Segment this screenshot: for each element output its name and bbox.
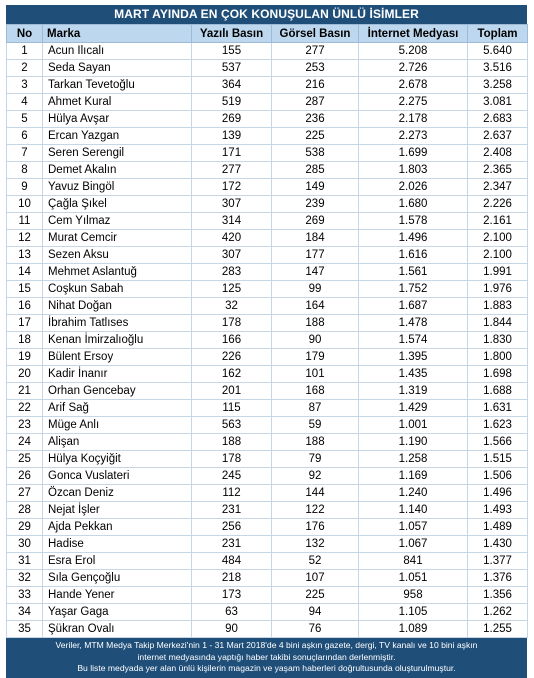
internet-medyasi-value: 1.089 [359, 621, 468, 638]
footer-line: Bu liste medyada yer alan ünlü kişilerin magazin ve yaşam haberleri doğrultusunda oluşturulmuştur. [77, 663, 456, 673]
row-number: 27 [7, 485, 43, 502]
toplam-value: 1.356 [468, 587, 528, 604]
yazili-basin-value: 115 [192, 400, 272, 417]
toplam-value: 2.365 [468, 162, 528, 179]
gorsel-basin-value: 52 [272, 553, 359, 570]
row-number: 18 [7, 332, 43, 349]
gorsel-basin-value: 90 [272, 332, 359, 349]
column-header-yazili-basin: Yazılı Basın [192, 25, 272, 43]
table-row [7, 519, 528, 536]
header-row [7, 25, 528, 43]
yazili-basin-value: 125 [192, 281, 272, 298]
toplam-value: 1.688 [468, 383, 528, 400]
gorsel-basin-value: 225 [272, 128, 359, 145]
yazili-basin-value: 172 [192, 179, 272, 196]
table-row [7, 43, 528, 60]
celebrity-name: Ajda Pekkan [43, 519, 192, 536]
gorsel-basin-value: 188 [272, 315, 359, 332]
toplam-value: 1.255 [468, 621, 528, 638]
celebrity-name: Coşkun Sabah [43, 281, 192, 298]
gorsel-basin-value: 132 [272, 536, 359, 553]
gorsel-basin-value: 277 [272, 43, 359, 60]
celebrity-name: Yaşar Gaga [43, 604, 192, 621]
row-number: 23 [7, 417, 43, 434]
internet-medyasi-value: 1.057 [359, 519, 468, 536]
gorsel-basin-value: 59 [272, 417, 359, 434]
gorsel-basin-value: 184 [272, 230, 359, 247]
toplam-value: 2.226 [468, 196, 528, 213]
row-number: 26 [7, 468, 43, 485]
row-number: 9 [7, 179, 43, 196]
celebrity-name: Arif Sağ [43, 400, 192, 417]
table-row [7, 536, 528, 553]
gorsel-basin-value: 239 [272, 196, 359, 213]
table-row [7, 179, 528, 196]
row-number: 21 [7, 383, 43, 400]
toplam-value: 1.493 [468, 502, 528, 519]
row-number: 12 [7, 230, 43, 247]
row-number: 28 [7, 502, 43, 519]
table-row [7, 162, 528, 179]
column-header-gorsel-basin: Görsel Basın [272, 25, 359, 43]
gorsel-basin-value: 147 [272, 264, 359, 281]
table-row [7, 264, 528, 281]
toplam-value: 1.506 [468, 468, 528, 485]
yazili-basin-value: 166 [192, 332, 272, 349]
internet-medyasi-value: 1.140 [359, 502, 468, 519]
row-number: 35 [7, 621, 43, 638]
celebrity-name: Alişan [43, 434, 192, 451]
internet-medyasi-value: 1.680 [359, 196, 468, 213]
yazili-basin-value: 307 [192, 247, 272, 264]
toplam-value: 2.100 [468, 247, 528, 264]
internet-medyasi-value: 2.178 [359, 111, 468, 128]
gorsel-basin-value: 285 [272, 162, 359, 179]
toplam-value: 1.623 [468, 417, 528, 434]
toplam-value: 1.430 [468, 536, 528, 553]
gorsel-basin-value: 92 [272, 468, 359, 485]
yazili-basin-value: 283 [192, 264, 272, 281]
toplam-value: 2.347 [468, 179, 528, 196]
row-number: 29 [7, 519, 43, 536]
celebrity-name: Hülya Koçyiğit [43, 451, 192, 468]
yazili-basin-value: 218 [192, 570, 272, 587]
internet-medyasi-value: 1.240 [359, 485, 468, 502]
table-row [7, 213, 528, 230]
gorsel-basin-value: 179 [272, 349, 359, 366]
internet-medyasi-value: 1.169 [359, 468, 468, 485]
table-row [7, 230, 528, 247]
yazili-basin-value: 277 [192, 162, 272, 179]
yazili-basin-value: 563 [192, 417, 272, 434]
internet-medyasi-value: 1.258 [359, 451, 468, 468]
gorsel-basin-value: 164 [272, 298, 359, 315]
ranking-table [6, 24, 528, 638]
gorsel-basin-value: 87 [272, 400, 359, 417]
internet-medyasi-value: 1.051 [359, 570, 468, 587]
internet-medyasi-value: 1.478 [359, 315, 468, 332]
column-header-no: No [7, 25, 43, 43]
yazili-basin-value: 519 [192, 94, 272, 111]
yazili-basin-value: 269 [192, 111, 272, 128]
table-row [7, 77, 528, 94]
yazili-basin-value: 90 [192, 621, 272, 638]
table-row [7, 145, 528, 162]
table-row [7, 332, 528, 349]
toplam-value: 1.991 [468, 264, 528, 281]
yazili-basin-value: 155 [192, 43, 272, 60]
yazili-basin-value: 173 [192, 587, 272, 604]
row-number: 22 [7, 400, 43, 417]
table-row [7, 247, 528, 264]
table-row [7, 485, 528, 502]
toplam-value: 3.258 [468, 77, 528, 94]
gorsel-basin-value: 177 [272, 247, 359, 264]
gorsel-basin-value: 79 [272, 451, 359, 468]
toplam-value: 2.408 [468, 145, 528, 162]
row-number: 19 [7, 349, 43, 366]
row-number: 31 [7, 553, 43, 570]
row-number: 2 [7, 60, 43, 77]
table-row [7, 417, 528, 434]
row-number: 5 [7, 111, 43, 128]
table-row [7, 366, 528, 383]
footer-line: internet medyasında yaptığı haber takibi sonuçlarından derlenmiştir. [137, 651, 396, 662]
toplam-value: 2.683 [468, 111, 528, 128]
toplam-value: 1.376 [468, 570, 528, 587]
internet-medyasi-value: 958 [359, 587, 468, 604]
toplam-value: 3.081 [468, 94, 528, 111]
gorsel-basin-value: 144 [272, 485, 359, 502]
internet-medyasi-value: 2.726 [359, 60, 468, 77]
row-number: 24 [7, 434, 43, 451]
gorsel-basin-value: 253 [272, 60, 359, 77]
celebrity-name: Müge Anlı [43, 417, 192, 434]
internet-medyasi-value: 1.578 [359, 213, 468, 230]
gorsel-basin-value: 76 [272, 621, 359, 638]
celebrity-name: Kenan İmirzalıoğlu [43, 332, 192, 349]
table-row [7, 60, 528, 77]
column-header-marka: Marka [43, 25, 192, 43]
row-number: 30 [7, 536, 43, 553]
toplam-value: 1.883 [468, 298, 528, 315]
internet-medyasi-value: 1.496 [359, 230, 468, 247]
celebrity-name: Nihat Doğan [43, 298, 192, 315]
table-row [7, 553, 528, 570]
toplam-value: 1.698 [468, 366, 528, 383]
row-number: 6 [7, 128, 43, 145]
internet-medyasi-value: 2.026 [359, 179, 468, 196]
toplam-value: 1.844 [468, 315, 528, 332]
gorsel-basin-value: 176 [272, 519, 359, 536]
celebrity-name: Hande Yener [43, 587, 192, 604]
internet-medyasi-value: 1.752 [359, 281, 468, 298]
yazili-basin-value: 231 [192, 502, 272, 519]
yazili-basin-value: 226 [192, 349, 272, 366]
yazili-basin-value: 178 [192, 451, 272, 468]
yazili-basin-value: 314 [192, 213, 272, 230]
toplam-value: 1.631 [468, 400, 528, 417]
row-number: 8 [7, 162, 43, 179]
celebrity-name: Bülent Ersoy [43, 349, 192, 366]
gorsel-basin-value: 188 [272, 434, 359, 451]
gorsel-basin-value: 287 [272, 94, 359, 111]
celebrity-name: Özcan Deniz [43, 485, 192, 502]
toplam-value: 2.637 [468, 128, 528, 145]
toplam-value: 2.161 [468, 213, 528, 230]
toplam-value: 1.496 [468, 485, 528, 502]
yazili-basin-value: 245 [192, 468, 272, 485]
celebrity-name: Hülya Avşar [43, 111, 192, 128]
row-number: 16 [7, 298, 43, 315]
internet-medyasi-value: 841 [359, 553, 468, 570]
row-number: 1 [7, 43, 43, 60]
table-row [7, 281, 528, 298]
gorsel-basin-value: 225 [272, 587, 359, 604]
celebrity-name: Ercan Yazgan [43, 128, 192, 145]
table-row [7, 400, 528, 417]
gorsel-basin-value: 107 [272, 570, 359, 587]
celebrity-name: Şükran Ovalı [43, 621, 192, 638]
yazili-basin-value: 484 [192, 553, 272, 570]
row-number: 15 [7, 281, 43, 298]
table-row [7, 349, 528, 366]
internet-medyasi-value: 2.273 [359, 128, 468, 145]
table-row [7, 315, 528, 332]
celebrity-name: Esra Erol [43, 553, 192, 570]
table-title: MART AYINDA EN ÇOK KONUŞULAN ÜNLÜ İSİMLER [6, 5, 527, 24]
celebrity-name: Kadir İnanır [43, 366, 192, 383]
table-row [7, 383, 528, 400]
internet-medyasi-value: 1.574 [359, 332, 468, 349]
row-number: 7 [7, 145, 43, 162]
yazili-basin-value: 171 [192, 145, 272, 162]
celebrity-name: Mehmet Aslantuğ [43, 264, 192, 281]
toplam-value: 1.489 [468, 519, 528, 536]
gorsel-basin-value: 538 [272, 145, 359, 162]
gorsel-basin-value: 168 [272, 383, 359, 400]
celebrity-name: Murat Cemcir [43, 230, 192, 247]
internet-medyasi-value: 1.395 [359, 349, 468, 366]
row-number: 32 [7, 570, 43, 587]
toplam-value: 1.377 [468, 553, 528, 570]
row-number: 34 [7, 604, 43, 621]
internet-medyasi-value: 1.561 [359, 264, 468, 281]
toplam-value: 1.566 [468, 434, 528, 451]
row-number: 3 [7, 77, 43, 94]
celebrity-name: Sıla Gençoğlu [43, 570, 192, 587]
gorsel-basin-value: 94 [272, 604, 359, 621]
row-number: 11 [7, 213, 43, 230]
internet-medyasi-value: 1.803 [359, 162, 468, 179]
yazili-basin-value: 63 [192, 604, 272, 621]
celebrity-name: Yavuz Bingöl [43, 179, 192, 196]
row-number: 17 [7, 315, 43, 332]
internet-medyasi-value: 1.687 [359, 298, 468, 315]
table-row [7, 434, 528, 451]
internet-medyasi-value: 1.699 [359, 145, 468, 162]
celebrity-name: Cem Yılmaz [43, 213, 192, 230]
toplam-value: 1.515 [468, 451, 528, 468]
row-number: 4 [7, 94, 43, 111]
footer-line: Veriler, MTM Medya Takip Merkezi'nin 1 - 31 Mart 2018'de 4 bini aşkın gazete, dergi, TV kanalı ve 10 bini aşkın [55, 640, 478, 650]
toplam-value: 2.100 [468, 230, 528, 247]
table-row [7, 94, 528, 111]
internet-medyasi-value: 1.429 [359, 400, 468, 417]
table-row [7, 196, 528, 213]
gorsel-basin-value: 216 [272, 77, 359, 94]
celebrity-name: Acun Ilıcalı [43, 43, 192, 60]
toplam-value: 3.516 [468, 60, 528, 77]
yazili-basin-value: 307 [192, 196, 272, 213]
yazili-basin-value: 112 [192, 485, 272, 502]
column-header-internet-medyasi: İnternet Medyası [359, 25, 468, 43]
celebrity-name: Seda Sayan [43, 60, 192, 77]
table-row [7, 451, 528, 468]
table-row [7, 111, 528, 128]
yazili-basin-value: 178 [192, 315, 272, 332]
table-row [7, 621, 528, 638]
yazili-basin-value: 420 [192, 230, 272, 247]
table-row [7, 570, 528, 587]
internet-medyasi-value: 1.001 [359, 417, 468, 434]
toplam-value: 1.262 [468, 604, 528, 621]
row-number: 33 [7, 587, 43, 604]
column-header-toplam: Toplam [468, 25, 528, 43]
row-number: 14 [7, 264, 43, 281]
row-number: 20 [7, 366, 43, 383]
celebrity-name: Ahmet Kural [43, 94, 192, 111]
table-row [7, 298, 528, 315]
internet-medyasi-value: 2.275 [359, 94, 468, 111]
gorsel-basin-value: 149 [272, 179, 359, 196]
internet-medyasi-value: 1.190 [359, 434, 468, 451]
celebrity-name: Gonca Vuslateri [43, 468, 192, 485]
toplam-value: 1.800 [468, 349, 528, 366]
internet-medyasi-value: 5.208 [359, 43, 468, 60]
gorsel-basin-value: 236 [272, 111, 359, 128]
yazili-basin-value: 139 [192, 128, 272, 145]
row-number: 25 [7, 451, 43, 468]
gorsel-basin-value: 99 [272, 281, 359, 298]
row-number: 13 [7, 247, 43, 264]
celebrity-name: Hadise [43, 536, 192, 553]
gorsel-basin-value: 101 [272, 366, 359, 383]
toplam-value: 5.640 [468, 43, 528, 60]
table-row [7, 128, 528, 145]
table-row [7, 468, 528, 485]
footer-note [6, 638, 527, 678]
table-row [7, 604, 528, 621]
internet-medyasi-value: 2.678 [359, 77, 468, 94]
internet-medyasi-value: 1.067 [359, 536, 468, 553]
yazili-basin-value: 256 [192, 519, 272, 536]
row-number: 10 [7, 196, 43, 213]
celebrity-name: Demet Akalın [43, 162, 192, 179]
celebrity-name: Seren Serengil [43, 145, 192, 162]
internet-medyasi-value: 1.435 [359, 366, 468, 383]
table-row [7, 587, 528, 604]
internet-medyasi-value: 1.319 [359, 383, 468, 400]
celebrity-name: Tarkan Tevetoğlu [43, 77, 192, 94]
ranking-sheet [6, 5, 527, 678]
celebrity-name: Nejat İşler [43, 502, 192, 519]
yazili-basin-value: 32 [192, 298, 272, 315]
yazili-basin-value: 201 [192, 383, 272, 400]
yazili-basin-value: 162 [192, 366, 272, 383]
celebrity-name: Çağla Şıkel [43, 196, 192, 213]
internet-medyasi-value: 1.616 [359, 247, 468, 264]
table-row [7, 502, 528, 519]
celebrity-name: İbrahim Tatlıses [43, 315, 192, 332]
gorsel-basin-value: 269 [272, 213, 359, 230]
celebrity-name: Orhan Gencebay [43, 383, 192, 400]
gorsel-basin-value: 122 [272, 502, 359, 519]
toplam-value: 1.976 [468, 281, 528, 298]
yazili-basin-value: 364 [192, 77, 272, 94]
yazili-basin-value: 537 [192, 60, 272, 77]
internet-medyasi-value: 1.105 [359, 604, 468, 621]
yazili-basin-value: 231 [192, 536, 272, 553]
celebrity-name: Sezen Aksu [43, 247, 192, 264]
toplam-value: 1.830 [468, 332, 528, 349]
yazili-basin-value: 188 [192, 434, 272, 451]
